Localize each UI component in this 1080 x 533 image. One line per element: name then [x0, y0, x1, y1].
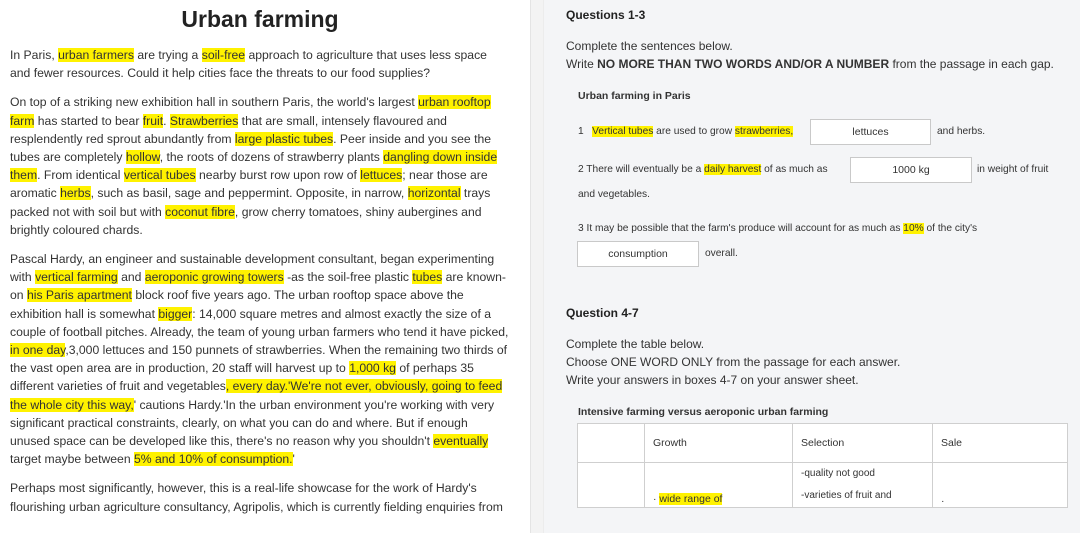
highlight: 5% and 10% of consumption. — [133, 452, 293, 467]
table-header-cell — [578, 424, 645, 463]
highlight: Strawberries — [169, 113, 239, 128]
question-text: of as much as — [761, 164, 828, 175]
section-subtitle: Urban farming in Paris — [578, 90, 691, 102]
passage-text: ' cautions Hardy.'In the urban environment you're working with very significant practical constraints, clearly, on what you can do and where. But if enough unused space can be developed like this, there's no reason why you shouldn't — [10, 397, 495, 449]
table-cell-growth: · wide range of — [645, 463, 793, 508]
passage-text: , grow cherry tomatoes, shiny aubergines and brightly coloured chards. — [10, 204, 482, 237]
passage-text: are known-on — [10, 270, 506, 303]
passage-text: In Paris, — [10, 48, 59, 62]
answer-input-3[interactable]: consumption — [577, 241, 699, 267]
highlight: 10% — [903, 223, 924, 234]
question-text: 3 It may be possible that the farm's produce will account for as much as — [578, 223, 904, 234]
highlight: coconut fibre — [165, 204, 235, 219]
passage-pane[interactable] — [0, 0, 530, 533]
passage-paragraph — [10, 46, 510, 82]
table-header-row — [578, 424, 1068, 463]
highlight: dangling down inside them — [10, 150, 498, 183]
instruction-text: Write — [566, 57, 598, 71]
highlight: his Paris apartment — [26, 288, 132, 303]
questions-1-3-heading: Questions 1-3 — [566, 8, 646, 22]
passage-paragraph — [10, 93, 510, 239]
passage-text: approach to agriculture that uses less space and fewer resources. Could it help cities face the threats to our food supplies? — [10, 48, 487, 81]
table-header-cell: Selection — [793, 424, 933, 463]
answer-input-2[interactable]: 1000 kg — [850, 157, 972, 183]
highlight: horizontal — [407, 186, 461, 201]
highlight: strawberries, — [734, 126, 794, 137]
passage-text: , the roots of dozens of strawberry plants — [159, 150, 384, 165]
question-3-text — [578, 223, 977, 234]
passage-text: are trying a — [133, 48, 202, 62]
passage-paragraph — [10, 250, 510, 468]
passage-text: ; near those are aromatic — [10, 168, 488, 201]
highlight: urban rooftop farm — [10, 95, 491, 128]
passage-text: . — [163, 113, 170, 128]
instruction-complete-sentences: Complete the sentences below. — [566, 39, 733, 53]
table-header-cell: Sale — [933, 424, 1068, 463]
instruction-answer-sheet: Write your answers in boxes 4-7 on your answer sheet. — [566, 373, 859, 387]
highlight: herbs — [60, 186, 91, 201]
highlight: tubes — [412, 270, 443, 285]
passage-text: that are small, intensely flavoured and resplendently red sprout abundantly from — [10, 113, 447, 146]
question-text: of the city's — [923, 223, 978, 234]
question-3-ending: overall. — [705, 248, 738, 259]
highlight: eventually — [433, 434, 489, 449]
highlight: vertical farming — [35, 270, 118, 285]
question-2-line2: and vegetables. — [578, 189, 650, 200]
passage-text: , such as basil, sage and peppermint. Opposite, in narrow, — [90, 186, 408, 201]
highlight: fruit — [142, 113, 164, 128]
highlight: vertical tubes — [123, 168, 196, 183]
passage-text: of perhaps 35 different varieties of fruit and vegetables — [10, 361, 474, 394]
question-2-ending: in weight of fruit — [977, 164, 1049, 175]
questions-4-7-heading: Question 4-7 — [566, 306, 639, 320]
instruction-word-limit — [566, 55, 1054, 73]
passage-text: . From identical — [37, 168, 124, 183]
instruction-bold-text: NO MORE THAN TWO WORDS AND/OR A NUMBER — [597, 57, 890, 71]
passage-text: -as the soil-free plastic — [283, 270, 413, 285]
highlight: , every day.'We're not ever, obviously, going to feed the whole city this way, — [10, 379, 503, 412]
highlight: wide range of — [659, 493, 723, 505]
passage-body — [10, 46, 510, 527]
highlight: soil-free — [201, 48, 246, 62]
answer-input-1[interactable]: lettuces — [810, 119, 931, 145]
instruction-complete-table: Complete the table below. — [566, 337, 705, 351]
passage-text: ' — [292, 452, 295, 467]
passage-text: Pascal Hardy, an engineer and sustainable development consultant, began experimenting with — [10, 252, 495, 285]
passage-text: nearby burst row upon row of — [195, 168, 361, 183]
passage-text: On top of a striking new exhibition hall in southern Paris, the world's largest — [10, 95, 419, 110]
comparison-table — [577, 423, 1068, 508]
highlight: urban farmers — [58, 48, 134, 62]
question-2-text — [578, 164, 828, 175]
question-number: 1 — [578, 126, 584, 137]
passage-text: target maybe between — [10, 452, 134, 467]
highlight: Vertical tubes — [592, 126, 654, 137]
table-cell-sale: · — [933, 463, 1068, 508]
highlight: bigger — [158, 306, 193, 321]
instruction-one-word: Choose ONE WORD ONLY from the passage for each answer. — [566, 355, 901, 369]
passage-text: block roof five years ago. The urban rooftop space above the exhibition hall is somewhat — [10, 288, 464, 321]
question-1-text — [578, 126, 793, 137]
highlight: large plastic tubes — [234, 131, 334, 146]
passage-text: has started to bear — [34, 113, 143, 128]
highlight: in one day — [10, 343, 66, 358]
passage-text: Perhaps most significantly, however, this is a real-life showcase for the work of Hardy's flourishing urban agriculture consultancy, Agripolis, which is currently fielding enquiries from — [10, 481, 503, 514]
cell-line: -varieties of fruit and — [801, 490, 892, 501]
pane-divider[interactable] — [530, 0, 544, 533]
passage-paragraph — [10, 479, 510, 515]
passage-text: . Peer inside and you see the tubes are completely — [10, 131, 492, 165]
question-text: are used to grow — [653, 126, 735, 137]
table-cell — [578, 463, 645, 508]
highlight: daily harvest — [704, 164, 762, 175]
highlight: lettuces — [360, 168, 403, 183]
passage-text: ,3,000 lettuces and 150 punnets of strawberries. When the remaining two thirds of the vast open area are in production, 20 staff will harvest up to — [10, 343, 508, 376]
passage-text: : 14,000 square metres and almost exactly the size of a couple of football pitches. Already, the team of young urban farmers who tend it have picked, — [10, 306, 509, 339]
passage-text: trays packed not with soil but with — [10, 186, 491, 219]
highlight: aeroponic growing towers — [144, 270, 284, 285]
passage-title: Urban farming — [181, 6, 339, 32]
instruction-text: from the passage in each gap. — [889, 57, 1054, 71]
highlight: hollow — [125, 150, 160, 165]
question-1-ending: and herbs. — [937, 126, 986, 137]
table-cell-selection — [793, 463, 933, 508]
passage-text: and — [117, 270, 145, 285]
table-header-cell: Growth — [645, 424, 793, 463]
highlight: 1,000 kg — [349, 361, 396, 376]
table-row — [578, 463, 1068, 508]
table-title: Intensive farming versus aeroponic urban farming — [578, 406, 829, 418]
cell-line: -quality not good — [801, 468, 875, 479]
question-text: 2 There will eventually be a — [578, 164, 705, 175]
